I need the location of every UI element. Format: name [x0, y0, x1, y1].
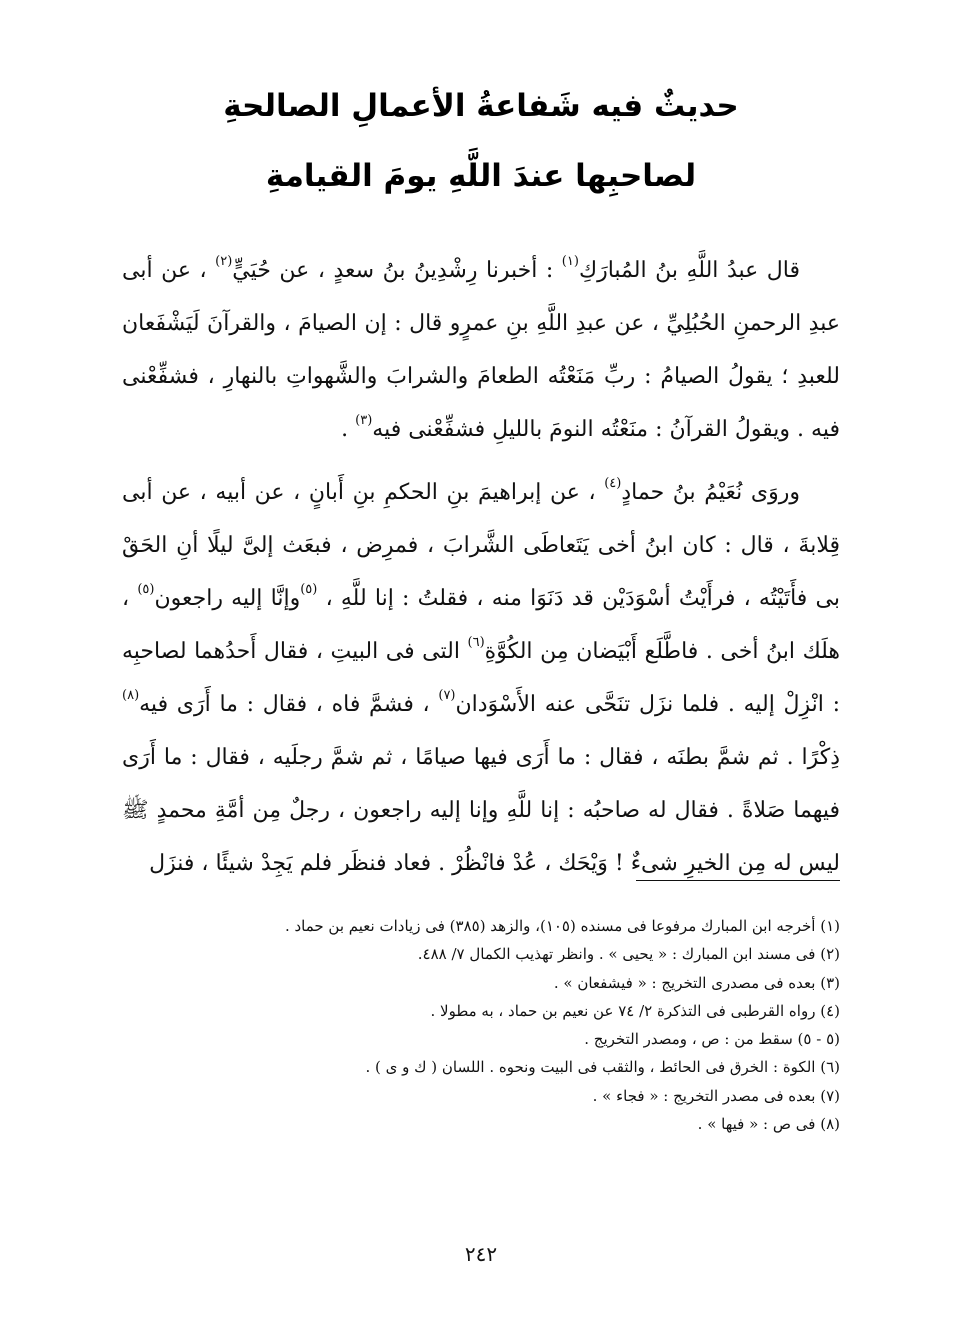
footnote-6: (٦) الكوة : الخرق فى الحائط ، والثقب فى البيت ونحوه . اللسان ( ك و ى ) .	[365, 1058, 840, 1077]
footnote-1: (١) أخرجه ابن المبارك مرفوعا فى مسنده (١٠٥)، والزهد (٣٨٥) فى زيادات نعيم بن حماد .	[284, 917, 840, 935]
chapter-title-line-2: لصاحبِها عندَ اللَّهِ يومَ القيامةِ	[265, 158, 697, 194]
footnote-ref-7: (٧)	[438, 688, 456, 703]
text-run: : أخبرنا رِشْدِينُ بنُ سعدٍ ، عن حُيَيٍّ	[232, 258, 562, 283]
footnote-ref-2: (٢)	[215, 254, 233, 269]
text-run: قال عبدُ اللَّهِ بنُ المُبارَكِ	[578, 258, 800, 283]
footnote-8: (٨) فى ص : « فيها » .	[697, 1115, 840, 1134]
footnotes	[140, 912, 840, 1138]
text-run: ، هلَك ابنُ أخى . فاطَّلَع أَبْيَضان مِن الكُوَّةِ	[122, 586, 840, 664]
footnote-5: (٥ - ٥) سقط من : ص ، ومصدر التخريج .	[584, 1030, 840, 1049]
footnote-ref-5-end: (٥)	[137, 582, 155, 597]
body-paragraph-1	[122, 244, 840, 456]
footnote-3: (٣) بعده فى مصدرى التخريج : « فيشفعان » .	[553, 973, 840, 992]
text-run: ، عن أبى عبدِ الرحمنِ الحُبُلِيِّ ، عن عبدِ اللَّهِ بنِ عمرٍو قال : إن الصيامَ ، والقرآنَ لَيَشْفَعان للعبدِ ؛ يقولُ الصيامُ : ربِّ مَنَعْتُه الطعامَ والشرابَ والشَّهواتِ بالنهارِ ، فشفِّعْنى فيه . ويقولُ القرآنُ : منَعْتُه النومَ بالليلِ فشفِّعْنى فيه	[122, 258, 840, 442]
footnote-2: (٢) فى مسند ابن المبارك : « يحيى » . وانظر تهذيب الكمال ٧/ ٤٨٨.	[417, 945, 840, 964]
footnote-4: (٤) رواه القرطبى فى التذكرة ٢/ ٧٤ عن نعيم بن حماد ، به مطولا .	[430, 1001, 840, 1020]
body-paragraph-2	[122, 466, 840, 890]
page-number: ٢٤٢	[464, 1242, 498, 1266]
text-run: ذِكْرًا . ثم شمَّ بطنَه ، فقال : ما أَرَى فيها صيامًا ، ثم شمَّ رجلَيه ، فقال : ما أَرَى فيهما صَلاةً . فقال له صاحبُه : إنا للَّهِ وإنا إليه راجعون ، رجلٌ مِن أمَّةِ محمدٍ ﷺ ليس له مِن الخيرِ شىءٌ ! وَيْحَك ، عُدْ فانْظُرْ . فعاد فنظَر فلم يَجِدْ شيئًا ، فنزَل	[122, 745, 840, 876]
text-run: .	[341, 417, 356, 442]
footnote-7: (٧) بعده فى مصدر التخريج : « فجاء » .	[592, 1086, 840, 1105]
footnote-ref-3: (٣)	[355, 413, 373, 428]
footnote-ref-5-start: (٥)	[300, 582, 318, 597]
footnote-ref-4: (٤)	[604, 476, 622, 491]
footnote-ref-1: (١)	[561, 254, 579, 269]
text-run: وروَى نُعَيْمُ بنُ حمادٍ	[621, 480, 800, 505]
text-run: التى فى البيتِ ، فقال أَحدُهما لصاحبِه : انْزِلْ إليه . فلما نزَل تنَحَّى عنه الأَسْوَدان	[122, 639, 841, 717]
text-run: ، فشمَّ فاه ، فقال : ما أَرَى فيه	[139, 692, 439, 717]
chapter-title-line-1: حديثٌ فيه شَفاعةُ الأعمالِ الصالحةِ	[223, 88, 739, 124]
footnote-ref-8: (٨)	[122, 688, 140, 703]
text-run: وإنَّا إليه راجعون	[154, 586, 301, 611]
text-run: ، عن إبراهيمَ بنِ الحكمِ بنِ أَبانٍ ، عن أبيه ، عن أبى قِلابةَ ، قال : كان ابنُ أخى يَتَعاطَى الشَّرابَ ، فمرِض ، فبعَث إلىَّ ليلًا أنِ الحَقْ بى فأَتَيْتُه ، فرأَيْتُ أسْوَدَيْن قد دَنَوَا منه ، فقلتُ : إنا للَّهِ ،	[122, 480, 841, 611]
footnote-separator	[636, 880, 840, 881]
footnote-ref-6: (٦)	[467, 635, 485, 650]
